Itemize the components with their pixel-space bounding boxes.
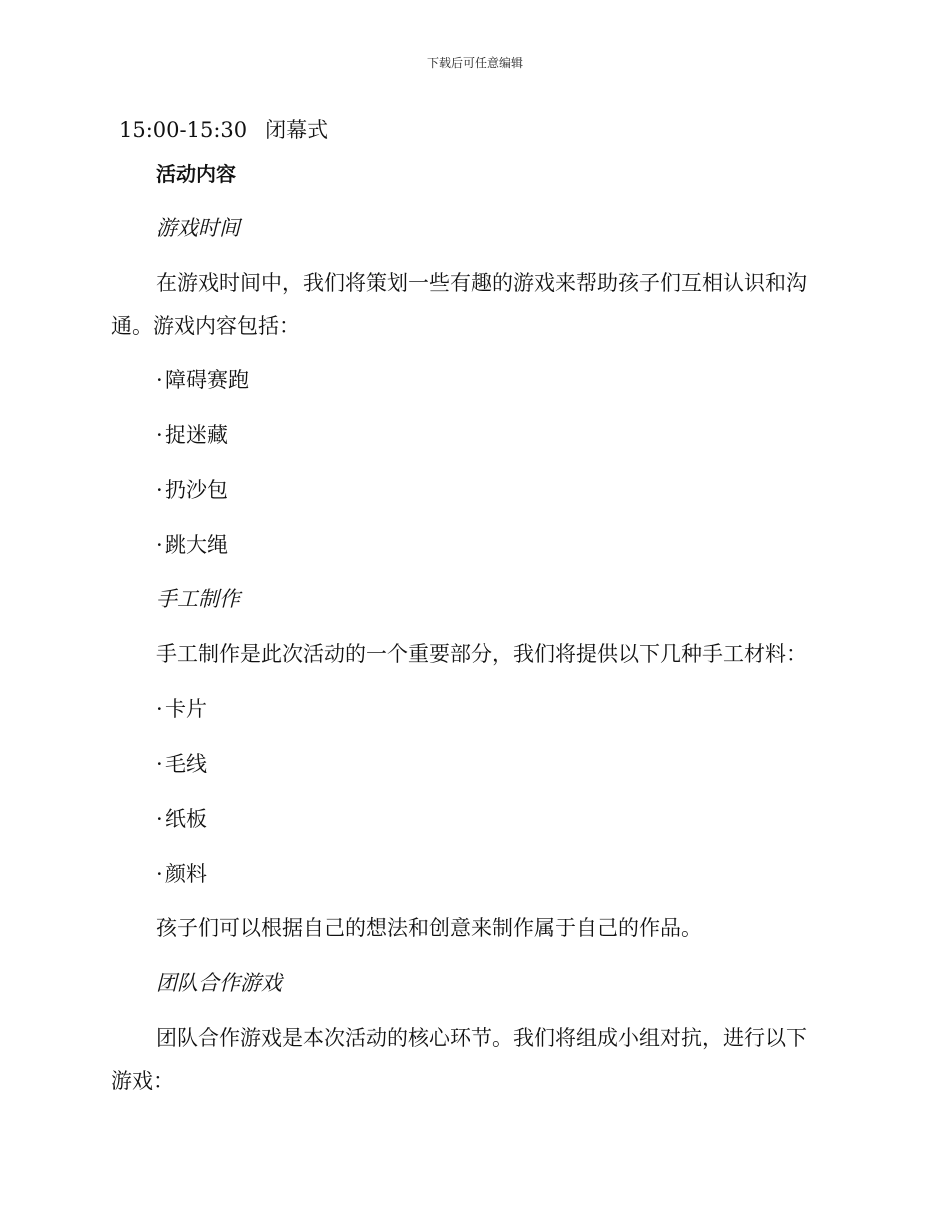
bullet-mark: · [156,807,163,831]
list-item [156,531,228,559]
schedule-row [119,116,328,144]
crafts-intro: 手工制作是此次活动的一个重要部分，我们将提供以下几种手工材料： [156,642,807,666]
crafts-item-3: 纸板 [165,807,207,831]
page-header: 下载后可任意编辑 [426,56,523,70]
section-title: 活动内容 [156,162,236,186]
bullet-mark: · [156,697,163,721]
team-intro-line1: 团队合作游戏是本次活动的核心环节。我们将组成小组对抗，进行以下 [156,1026,807,1050]
team-intro-line2: 游戏： [111,1069,174,1093]
games-item-2: 捉迷藏 [165,423,228,447]
list-item [156,750,207,778]
games-item-1: 障碍赛跑 [165,368,249,392]
games-intro-line1: 在游戏时间中，我们将策划一些有趣的游戏来帮助孩子们互相认识和沟 [156,271,807,295]
list-item [156,421,228,449]
bullet-mark: · [156,862,163,886]
list-item [156,860,207,888]
bullet-mark: · [156,423,163,447]
games-title: 游戏时间 [156,216,240,240]
games-intro-line2: 通。游戏内容包括： [111,314,300,338]
crafts-item-4: 颜料 [165,862,207,886]
list-item [156,366,249,394]
bullet-mark: · [156,368,163,392]
bullet-mark: · [156,478,163,502]
bullet-mark: · [156,752,163,776]
games-item-3: 扔沙包 [165,478,228,502]
list-item [156,695,207,723]
crafts-title: 手工制作 [156,587,240,611]
list-item [156,805,207,833]
bullet-mark: · [156,533,163,557]
schedule-time: 15:00-15:30 [119,118,248,142]
team-title: 团队合作游戏 [156,971,282,995]
crafts-item-1: 卡片 [165,697,207,721]
games-item-4: 跳大绳 [165,533,228,557]
crafts-outro: 孩子们可以根据自己的想法和创意来制作属于自己的作品。 [156,916,702,940]
schedule-event: 闭幕式 [265,118,329,142]
crafts-item-2: 毛线 [165,752,207,776]
list-item [156,476,228,504]
